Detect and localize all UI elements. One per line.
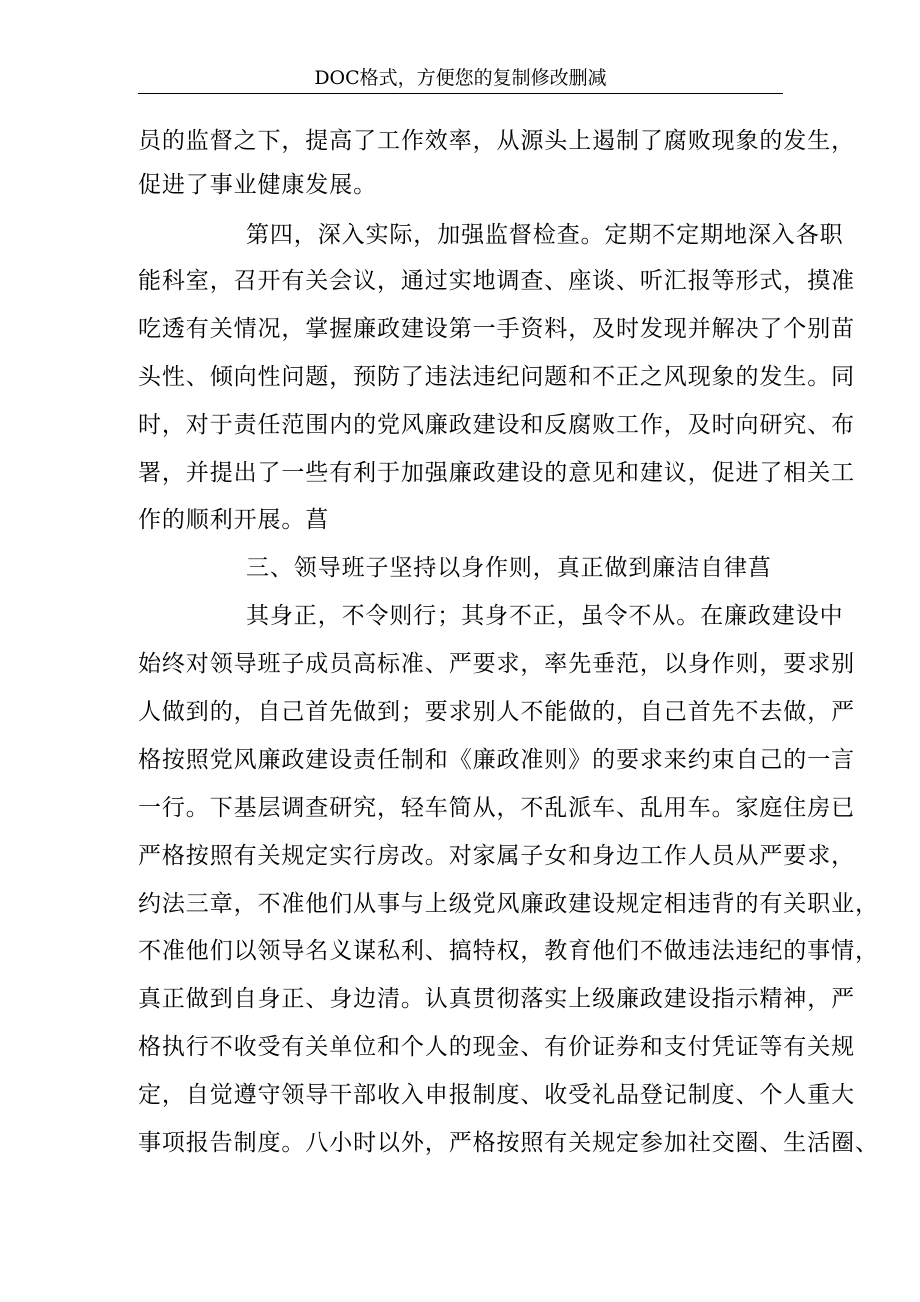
text-line: 吃透有关情况，掌握廉政建设第一手资料，及时发现并解决了个别苗 (138, 316, 855, 342)
text-line: 格执行不收受有关单位和个人的现金、有价证券和支付凭证等有关规 (138, 1034, 855, 1060)
text-line: 头性、倾向性问题，预防了违法违纪问题和不正之风现象的发生。同 (138, 364, 855, 390)
paragraph-first-line: 其身正，不令则行；其身不正，虽令不从。在廉政建设中 (246, 603, 844, 629)
header-divider (138, 93, 783, 94)
text-line: 一行。下基层调查研究，轻车简从，不乱派车、乱用车。家庭住房已 (138, 795, 855, 821)
text-line: 格按照党风廉政建设责任制和《廉政准则》的要求来约束自己的一言 (138, 747, 855, 773)
text-line: 人做到的，自己首先做到；要求别人不能做的，自己首先不去做，严 (138, 699, 855, 725)
text-line: 员的监督之下，提高了工作效率，从源头上遏制了腐败现象的发生， (138, 128, 855, 154)
text-line: 促进了事业健康发展。 (138, 172, 377, 198)
text-line: 真正做到自身正、身边清。认真贯彻落实上级廉政建设指示精神，严 (138, 986, 855, 1012)
text-line: 约法三章，不准他们从事与上级党风廉政建设规定相违背的有关职业， (138, 891, 879, 917)
text-line: 事项报告制度。八小时以外，严格按照有关规定参加社交圈、生活圈、 (138, 1130, 879, 1156)
text-line: 时，对于责任范围内的党风廉政建设和反腐败工作，及时向研究、布 (138, 412, 855, 438)
section-heading: 三、领导班子坚持以身作则，真正做到廉洁自律菖 (246, 555, 772, 581)
header-text: DOC格式，方便您的复制修改删减 (314, 67, 607, 89)
text-line: 能科室，召开有关会议，通过实地调查、座谈、听汇报等形式，摸准 (138, 268, 855, 294)
text-line: 严格按照有关规定实行房改。对家属子女和身边工作人员从严要求， (138, 843, 855, 869)
text-line: 不准他们以领导名义谋私利、搞特权，教育他们不做违法违纪的事情， (138, 938, 879, 964)
paragraph-first-line: 第四，深入实际，加强监督检查。定期不定期地深入各职 (246, 222, 844, 248)
text-line: 始终对领导班子成员高标准、严要求，率先垂范，以身作则，要求别 (138, 651, 855, 677)
text-line: 作的顺利开展。菖 (138, 507, 330, 533)
text-line: 定，自觉遵守领导干部收入申报制度、收受礼品登记制度、个人重大 (138, 1082, 855, 1108)
text-line: 署，并提出了一些有利于加强廉政建设的意见和建议，促进了相关工 (138, 460, 855, 486)
